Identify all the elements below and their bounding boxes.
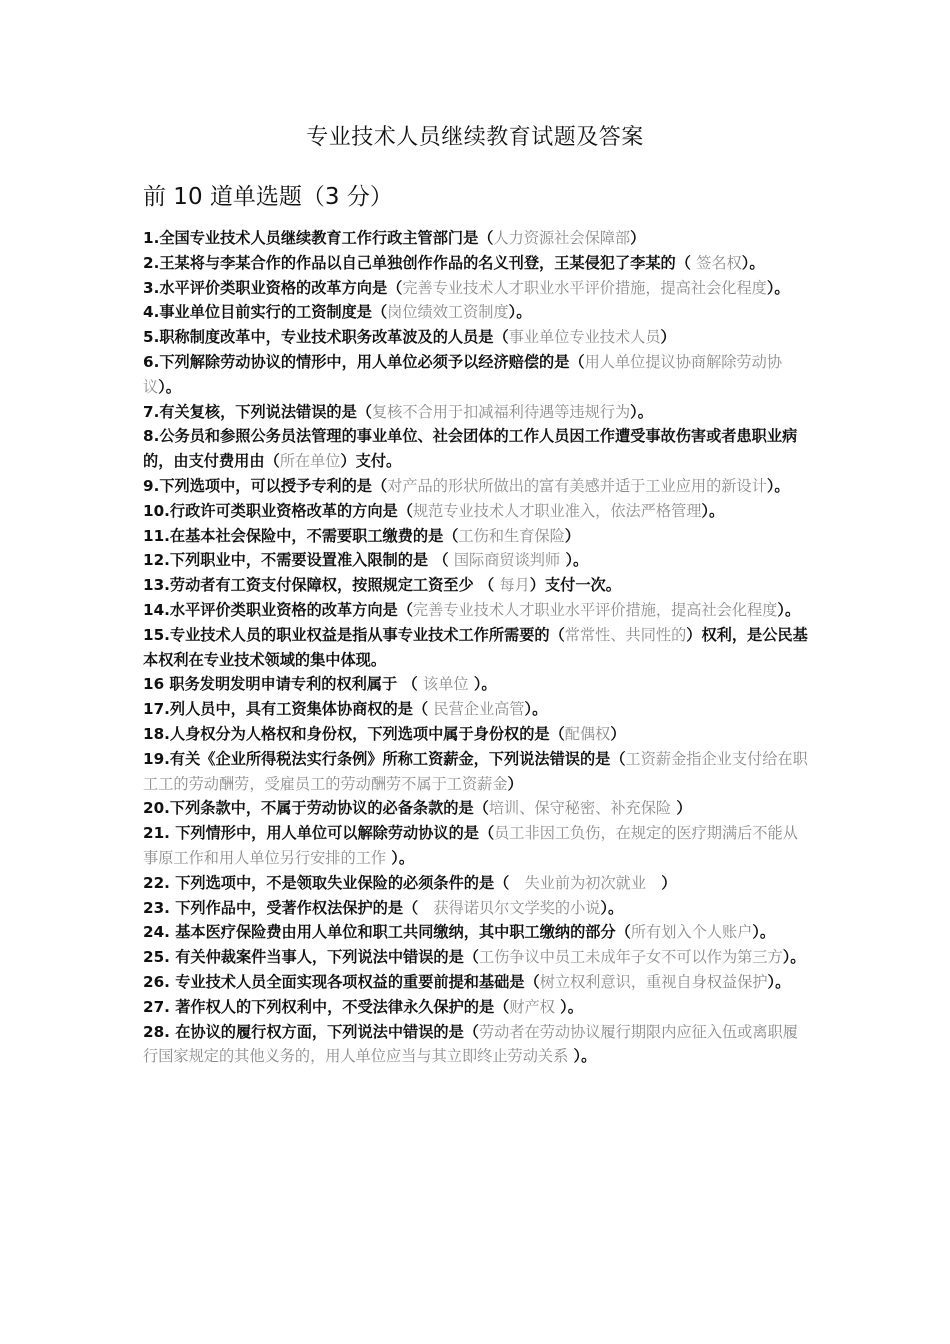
question-item — [143, 896, 811, 921]
question-text: 26. 专业技术人员全面实现各项权益的重要前提和基础是（ — [143, 972, 540, 991]
question-item — [143, 945, 811, 970]
question-item — [143, 796, 811, 821]
question-suffix: ）。 — [766, 476, 790, 495]
question-suffix: ） — [507, 774, 523, 793]
question-item — [143, 722, 811, 747]
answer-text: 用人单位提议协商解除劳动协议 — [143, 352, 783, 396]
question-item — [143, 871, 811, 896]
question-text: 3.水平评价类职业资格的改革方向是（ — [143, 278, 403, 297]
answer-text: 失业前为初次就业 — [524, 873, 662, 892]
question-text: 4.事业单位目前实行的工资制度是（ — [143, 303, 388, 322]
question-item — [143, 970, 811, 995]
answer-text: 民营企业高管 — [433, 700, 525, 719]
question-item — [143, 995, 811, 1020]
question-text: 9.下列选项中，可以授予专利的是（ — [143, 476, 388, 495]
question-suffix: ）。 — [158, 377, 181, 396]
answer-text: 所在单位 — [279, 452, 341, 471]
question-suffix: ）。 — [468, 675, 497, 694]
question-text: 25. 有关仲裁案件当事人，下列说法中错误的是（ — [143, 948, 479, 967]
answer-text: 规范专业技术人才职业准入，依法严格管理 — [412, 501, 702, 520]
answer-text: 该单位 — [423, 675, 469, 694]
question-suffix: ）权利，是公民基本权利在专业技术领域的集中体现。 — [143, 625, 808, 669]
question-suffix: ） — [671, 799, 692, 818]
question-item — [143, 548, 811, 573]
question-suffix: ）。 — [752, 923, 776, 942]
question-suffix: ）。 — [777, 600, 801, 619]
question-text: 11.在基本社会保险中，不需要职工缴费的是（ — [143, 526, 459, 545]
question-suffix: ）。 — [554, 997, 583, 1016]
question-item — [143, 300, 811, 325]
question-text: 12.下列职业中，不需要设置准入限制的是 （ — [143, 551, 454, 570]
answer-text: 完善专业技术人才职业水平评价措施，提高社会化程度 — [402, 278, 767, 297]
question-item — [143, 499, 811, 524]
question-item — [143, 747, 811, 797]
question-item — [143, 697, 811, 722]
answer-text: 配偶权 — [564, 724, 611, 743]
question-text: 19.有关《企业所得税法实行条例》所称工资薪金，下列说法错误的是（ — [143, 749, 626, 768]
question-text: 21. 下列情形中，用人单位可以解除劳动协议的是（ — [143, 824, 495, 843]
answer-text: 事业单位专业技术人员 — [508, 328, 661, 347]
answer-text: 树立权利意识，重视自身权益保护 — [539, 972, 768, 991]
question-item — [143, 276, 811, 301]
question-item — [143, 400, 811, 425]
answer-text: 完善专业技术人才职业水平评价措施，提高社会化程度 — [412, 600, 778, 619]
question-suffix: ）。 — [701, 501, 725, 520]
question-text: 18.人身权分为人格权和身份权，下列选项中属于身份权的是（ — [143, 724, 565, 743]
question-text: 1.全国专业技术人员继续教育工作行政主管部门是（ — [143, 229, 494, 247]
question-suffix: ）。 — [386, 848, 415, 867]
question-text: 17.列人员中，具有工资集体协商权的是（ — [143, 700, 434, 719]
answer-text: 常常性、共同性的 — [564, 625, 687, 644]
question-item — [143, 1020, 811, 1070]
answer-text: 复核不合用于扣减福利待遇等违规行为 — [371, 402, 631, 421]
question-text: 16 职务发明发明申请专利的权利属于 （ — [143, 675, 423, 694]
question-item — [143, 474, 811, 499]
question-item — [143, 325, 811, 350]
question-text: 10.行政许可类职业资格改革的方向是（ — [143, 501, 413, 520]
question-text: 13.劳动者有工资支付保障权，按照规定工资至少 （ — [143, 576, 500, 595]
answer-text: 国际商贸谈判师 — [453, 551, 561, 570]
question-text: 22. 下列选项中，不是领取失业保险的必须条件的是（ — [143, 873, 525, 892]
answer-text: 培训、保守秘密、补充保险 — [488, 799, 672, 818]
question-text: 27. 著作权人的下列权利中，不受法律永久保护的是（ — [143, 997, 510, 1016]
question-item — [143, 524, 811, 549]
question-suffix: ） — [610, 724, 626, 743]
question-suffix: ）。 — [568, 1047, 597, 1066]
document-title: 专业技术人员继续教育试题及答案 — [306, 125, 644, 150]
question-suffix: ） — [661, 873, 677, 892]
question-item — [143, 251, 811, 276]
question-item — [143, 672, 811, 697]
question-list — [143, 226, 811, 1069]
question-text: 2.王某将与李某合作的作品以自己单独创作作品的名义刊登，王某侵犯了李某的（ — [143, 253, 697, 272]
question-suffix: ）。 — [630, 402, 653, 421]
answer-text: 签名权 — [696, 253, 742, 272]
question-text: 23. 下列作品中，受著作权法保护的是（ — [143, 898, 434, 917]
question-text: 7.有关复核，下列说法错误的是（ — [143, 402, 372, 421]
section-title: 前 10 道单选题（3 分） — [143, 184, 393, 210]
question-suffix: ）。 — [782, 948, 806, 967]
question-item — [143, 920, 811, 945]
question-item — [143, 821, 811, 871]
question-text: 15.专业技术人员的职业权益是指从事专业技术工作所需要的（ — [143, 625, 565, 644]
question-text: 20.下列条款中，不属于劳动协议的必备条款的是（ — [143, 799, 489, 818]
question-suffix: ）。 — [766, 278, 790, 297]
answer-text: 工伤争议中员工未成年子女不可以作为第三方 — [478, 948, 783, 967]
question-item — [143, 623, 811, 673]
answer-text: 获得诺贝尔文学奖的小说 — [433, 898, 601, 917]
question-text: 8.公务员和参照公务员法管理的事业单位、社会团体的工作人员因工作遭受事故伤害或者患职业病的，由支付费用由（ — [143, 427, 798, 471]
question-item — [143, 598, 811, 623]
question-item — [143, 350, 811, 400]
answer-text: 财产权 — [509, 997, 555, 1016]
question-text: 24. 基本医疗保险费由用人单位和职工共同缴纳，其中职工缴纳的部分（ — [143, 923, 631, 942]
answer-text: 工资薪金指企业支付给在职工工的劳动酬劳，受雇员工的劳动酬劳不属于工资薪金 — [143, 749, 808, 793]
answer-text: 员工非因工负伤，在规定的医疗期满后不能从事原工作和用人单位另行安排的工作 — [143, 824, 798, 867]
question-suffix: ）。 — [508, 303, 532, 322]
answer-text: 岗位绩效工资制度 — [387, 303, 509, 322]
question-text: 5.职称制度改革中，专业技术职务改革波及的人员是（ — [143, 328, 509, 347]
question-suffix: ）。 — [524, 700, 548, 719]
question-text: 28. 在协议的履行权方面，下列说法中错误的是（ — [143, 1022, 479, 1041]
question-suffix: ）。 — [767, 972, 791, 991]
answer-text: 人力资源社会保障部 — [493, 229, 631, 247]
answer-text: 所有划入个人账户 — [630, 923, 753, 942]
question-text: 14.水平评价类职业资格的改革方向是（ — [143, 600, 413, 619]
question-item — [143, 424, 811, 474]
question-item — [143, 226, 811, 251]
question-suffix: ）。 — [741, 253, 765, 272]
question-suffix: ） — [660, 328, 676, 347]
question-suffix: ） — [564, 526, 580, 545]
question-suffix: ）支付。 — [340, 452, 402, 471]
question-suffix: ）。 — [560, 551, 589, 570]
question-suffix: ）支付一次。 — [529, 576, 621, 595]
answer-text: 每月 — [499, 576, 530, 595]
answer-text: 对产品的形状所做出的富有美感并适于工业应用的新设计 — [387, 476, 767, 495]
question-suffix: ）。 — [600, 898, 624, 917]
answer-text: 工伤和生育保险 — [458, 526, 565, 545]
question-suffix: ） — [630, 229, 646, 247]
answer-text: 劳动者在劳动协议履行期限内应征入伍或离职履行国家规定的其他义务的，用人单位应当与其立即终止劳动关系 — [143, 1022, 798, 1066]
question-item — [143, 573, 811, 598]
question-text: 6.下列解除劳动协议的情形中，用人单位必须予以经济赔偿的是（ — [143, 352, 585, 371]
